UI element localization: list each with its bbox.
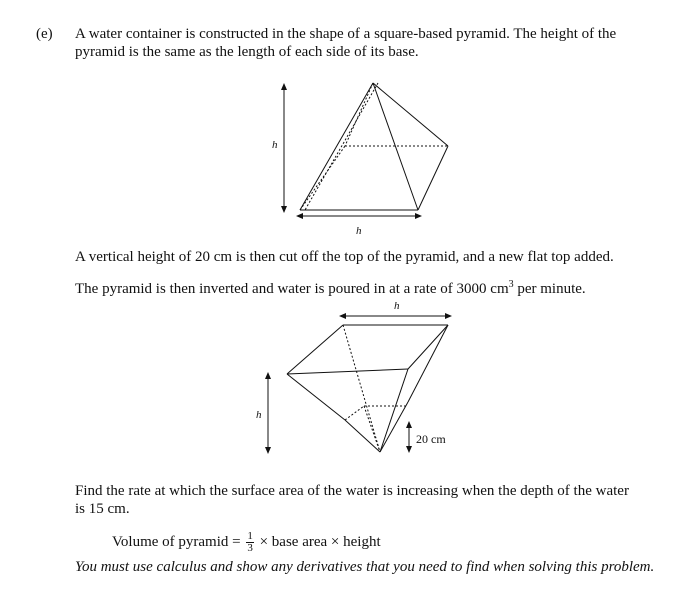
frustum-hidden-edge xyxy=(364,406,380,452)
arrowhead xyxy=(281,83,287,90)
pyramid-hidden-edge xyxy=(345,83,373,146)
arrowhead xyxy=(406,446,412,453)
pyramid-edge xyxy=(418,146,448,210)
frustum-edge xyxy=(380,369,408,452)
arrowhead xyxy=(265,447,271,454)
find-line-1: Find the rate at which the surface area of the water is increasing when the depth of the water xyxy=(75,483,629,499)
formula-suffix: × base area × height xyxy=(255,534,381,550)
base-label: h xyxy=(356,225,362,237)
one-third-fraction xyxy=(246,531,254,554)
pyramid-edge xyxy=(373,83,448,146)
fraction-denominator: 3 xyxy=(247,542,253,555)
intro-line-2: pyramid is the same as the length of each side of its base. xyxy=(75,44,419,60)
pyramid-hidden-edge xyxy=(305,83,378,210)
arrowhead xyxy=(415,213,422,219)
arrowhead xyxy=(281,206,287,213)
arrowhead xyxy=(296,213,303,219)
height-label: h xyxy=(272,139,278,151)
cut-line-2 xyxy=(75,275,586,299)
part-label: (e) xyxy=(36,26,53,42)
formula-prefix: Volume of pyramid = xyxy=(112,534,245,550)
intro-line-1: A water container is constructed in the shape of a square-based pyramid. The height of the xyxy=(75,26,617,42)
frustum-hidden-edge xyxy=(345,406,364,420)
cut-line-1: A vertical height of 20 cm is then cut off the top of the pyramid, and a new flat top added. xyxy=(75,249,614,265)
cut-line-2-b: per minute. xyxy=(513,281,586,297)
cut-line-2-a: The pyramid is then inverted and water is poured in at a rate of 3000 cm xyxy=(75,281,509,297)
arrowhead xyxy=(265,372,271,379)
frustum-edge xyxy=(408,325,448,369)
frustum-edge xyxy=(380,402,408,452)
height-label-2: h xyxy=(256,409,262,421)
arrowhead xyxy=(445,313,452,319)
frustum-edge xyxy=(408,325,448,402)
volume-formula xyxy=(112,529,381,555)
top-label: h xyxy=(394,300,400,312)
cubed-sup: 3 xyxy=(508,279,514,290)
frustum-edge xyxy=(287,374,345,420)
frustum-edge xyxy=(287,325,343,374)
fraction-numerator: 1 xyxy=(247,530,253,543)
pyramid-edge xyxy=(373,83,418,210)
frustum-edge xyxy=(287,369,408,374)
pyramid-edge xyxy=(300,83,373,210)
frustum-edge xyxy=(345,420,380,452)
pyramid-hidden-edge xyxy=(300,146,345,210)
cut-label: 20 cm xyxy=(416,432,446,446)
find-line-2: is 15 cm. xyxy=(75,501,130,517)
arrowhead xyxy=(406,421,412,428)
calculus-instruction: You must use calculus and show any derivatives that you need to find when solving this problem. xyxy=(75,559,655,575)
frustum-hidden-edge xyxy=(343,325,380,452)
arrowhead xyxy=(339,313,346,319)
